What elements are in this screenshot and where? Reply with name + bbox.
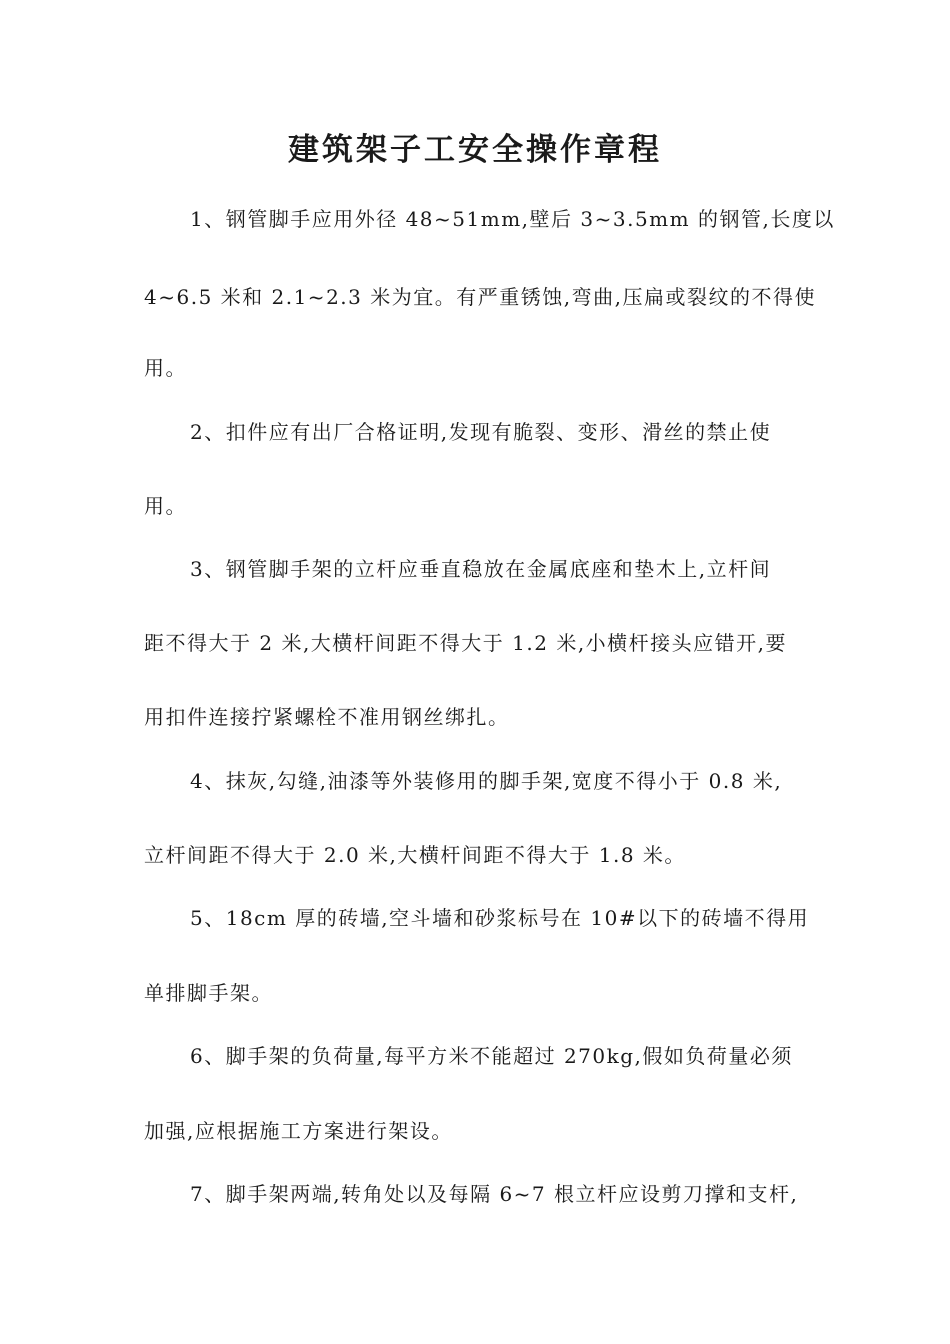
text-line: 加强,应根据施工方案进行架设。 bbox=[144, 1119, 453, 1143]
text-line: 5、18cm 厚的砖墙,空斗墙和砂浆标号在 10#以下的砖墙不得用 bbox=[190, 906, 810, 930]
text-line: 用。 bbox=[144, 494, 187, 518]
text-line: 3、钢管脚手架的立杆应垂直稳放在金属底座和垫木上,立杆间 bbox=[190, 557, 772, 581]
document-title: 建筑架子工安全操作章程 bbox=[288, 132, 662, 168]
text-line: 6、脚手架的负荷量,每平方米不能超过 270kg,假如负荷量必须 bbox=[190, 1044, 793, 1068]
text-line: 距不得大于 2 米,大横杆间距不得大于 1.2 米,小横杆接头应错开,要 bbox=[144, 631, 788, 655]
text-line: 1、钢管脚手应用外径 48~51mm,壁后 3~3.5mm 的钢管,长度以 bbox=[190, 207, 835, 231]
text-line: 4、抹灰,勾缝,油漆等外装修用的脚手架,宽度不得小于 0.8 米, bbox=[190, 769, 783, 793]
text-line: 单排脚手架。 bbox=[144, 981, 273, 1005]
text-line: 立杆间距不得大于 2.0 米,大横杆间距不得大于 1.8 米。 bbox=[144, 843, 686, 867]
text-line: 用。 bbox=[144, 356, 187, 380]
text-line: 2、扣件应有出厂合格证明,发现有脆裂、变形、滑丝的禁止使 bbox=[190, 420, 772, 444]
text-line: 4~6.5 米和 2.1~2.3 米为宜。有严重锈蚀,弯曲,压扁或裂纹的不得使 bbox=[144, 285, 816, 309]
text-line: 用扣件连接拧紧螺栓不准用钢丝绑扎。 bbox=[144, 705, 510, 729]
text-line: 7、脚手架两端,转角处以及每隔 6~7 根立杆应设剪刀撑和支杆, bbox=[190, 1182, 799, 1206]
